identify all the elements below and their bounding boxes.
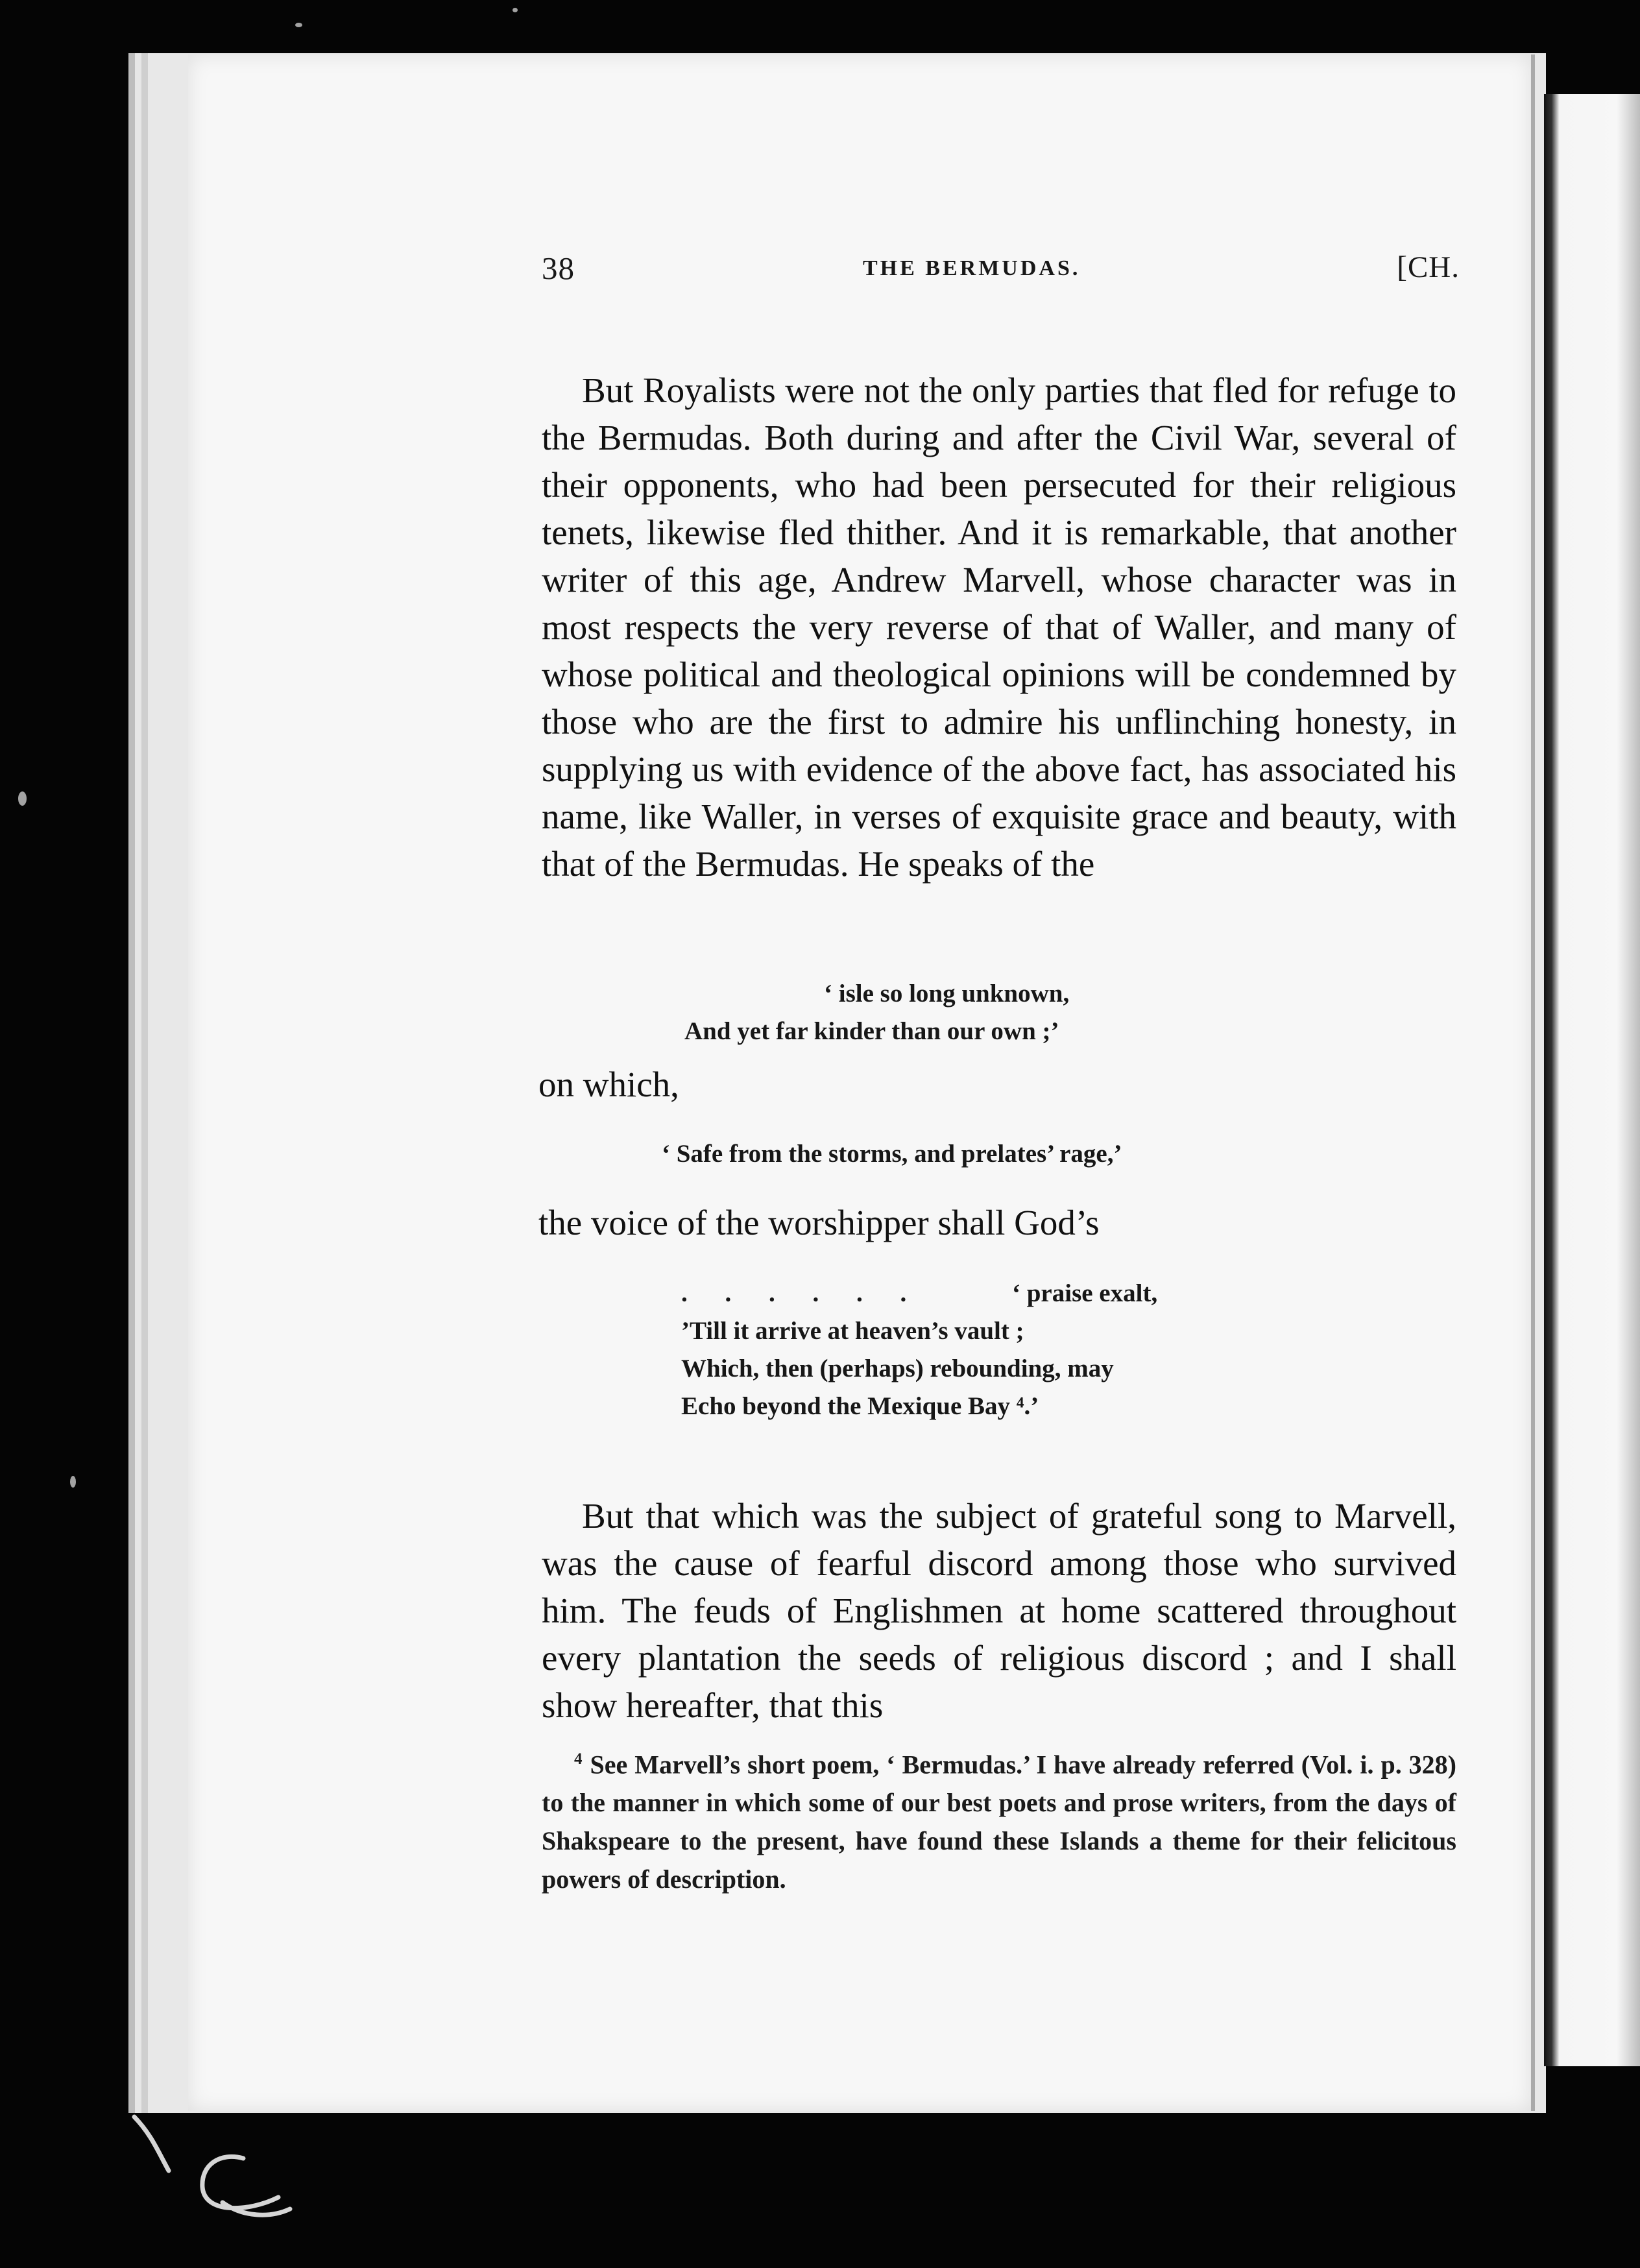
footnote-marker: 4 (574, 1750, 583, 1768)
first-verse-quote (684, 975, 1203, 1050)
page-header (542, 250, 1460, 302)
third-verse-line-one (681, 1275, 1265, 1312)
third-verse-line-four: Echo beyond the Mexique Bay ⁴.’ (681, 1392, 1039, 1420)
scan-dust-left-margin (18, 791, 27, 806)
paragraph-two-text: But that which was the subject of grateful song to Marvell, was the cause of fearful discord among those who survived him. The feuds of Englishmen at home scattered throughout every plantation the seeds of religious discord ; and I shall show hereafter, that this (542, 1496, 1456, 1725)
scan-dust-left-lower (70, 1476, 76, 1488)
scan-dust-top-left (295, 23, 302, 27)
scan-hand-mark-icon (120, 2105, 302, 2228)
chapter-mark: [CH. (1397, 250, 1460, 284)
third-verse-line-two: ’Till it arrive at heaven’s vault ; (681, 1317, 1024, 1345)
paragraph-one-text: But Royalists were not the only parties that fled for refuge to the Bermudas. Both during and after the Civil War, several of their opponents, who had been persecuted for their religious tenets, likewise fled thither. And it is remarkable, that another writer of this age, Andrew Marvell, whose character was in most respects the very reverse of that of Waller, and many of whose political and theological opinions will be condemned by those who are the first to admire his unflinching honesty, in supplying us with evidence of the above fact, has associated his name, like Waller, in verses of exquisite grace and beauty, with that of the Bermudas. He speaks of the (542, 370, 1456, 884)
third-verse-quote (681, 1275, 1265, 1425)
footnote (542, 1740, 1456, 1898)
second-verse-quote: ‘ Safe from the storms, and prelates’ rage,’ (662, 1140, 1122, 1168)
ellipsis-dots: . . . . . . (681, 1279, 922, 1307)
right-page-edge (1544, 94, 1640, 2066)
page-number: 38 (542, 250, 575, 286)
third-verse-line-three: Which, then (perhaps) rebounding, may (681, 1355, 1114, 1382)
transition-voice-line: the voice of the worshipper shall God’s (538, 1203, 1100, 1242)
paragraph-two (542, 1492, 1456, 1739)
transition-on-which: on which, (538, 1065, 679, 1104)
first-verse-line-one: ‘ isle so long unknown, (824, 980, 1070, 1007)
paragraph-one (542, 367, 1456, 983)
scan-dust-top-center (512, 8, 518, 12)
third-verse-first-words: ‘ praise exalt, (1012, 1279, 1158, 1307)
footnote-text: See Marvell’s short poem, ‘ Bermudas.’ I have already referred (Vol. i. p. 328) to the manner in which some of our best poets and prose writers, from the days of Shakspeare to the present, have found these Islands a theme for their felicitous powers of description. (542, 1750, 1456, 1894)
running-title: THE BERMUDAS. (863, 256, 1081, 280)
first-verse-line-two: And yet far kinder than our own ;’ (684, 1017, 1059, 1045)
